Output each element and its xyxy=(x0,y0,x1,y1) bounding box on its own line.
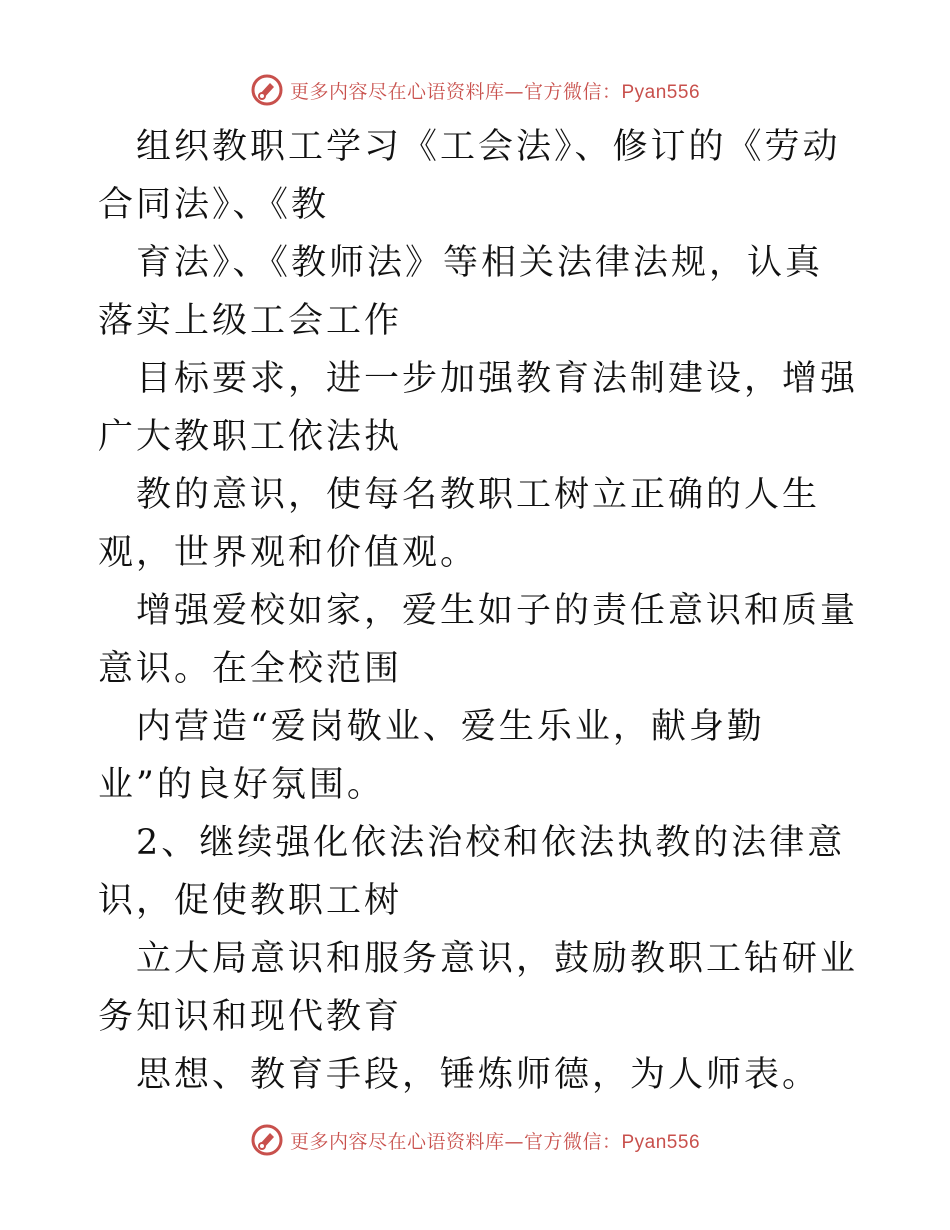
paragraph: 育法》、《教师法》等相关法律法规，认真落实上级工会工作 xyxy=(98,243,824,341)
paragraph: 内营造“爱岗敬业、爱生乐业，献身勤业”的良好氛围。 xyxy=(98,707,765,805)
document-body xyxy=(98,118,858,1104)
watermark-text: 更多内容尽在心语资料库—官方微信：Pyan556 xyxy=(289,1130,701,1153)
watermark-text: 更多内容尽在心语资料库—官方微信：Pyan556 xyxy=(289,80,701,103)
footer-watermark xyxy=(0,1120,950,1160)
header-watermark xyxy=(0,70,950,110)
paragraph: 立大局意识和服务意识，鼓励教职工钻研业务知识和现代教育 xyxy=(98,939,859,1037)
logo-icon xyxy=(250,1123,284,1157)
logo-icon xyxy=(250,73,284,107)
paragraph: 增强爱校如家，爱生如子的责任意识和质量意识。在全校范围 xyxy=(98,591,859,689)
paragraph: 组织教职工学习《工会法》、修订的《劳动合同法》、《教 xyxy=(98,127,841,225)
paragraph: 目标要求，进一步加强教育法制建设，增强广大教职工依法执 xyxy=(98,359,859,457)
paragraph: 教的意识，使每名教职工树立正确的人生观，世界观和价值观。 xyxy=(98,475,821,573)
paragraph: 2、继续强化依法治校和依法执教的法律意识，促使教职工树 xyxy=(98,823,846,921)
paragraph: 思想、教育手段，锤炼师德，为人师表。 xyxy=(136,1055,821,1095)
